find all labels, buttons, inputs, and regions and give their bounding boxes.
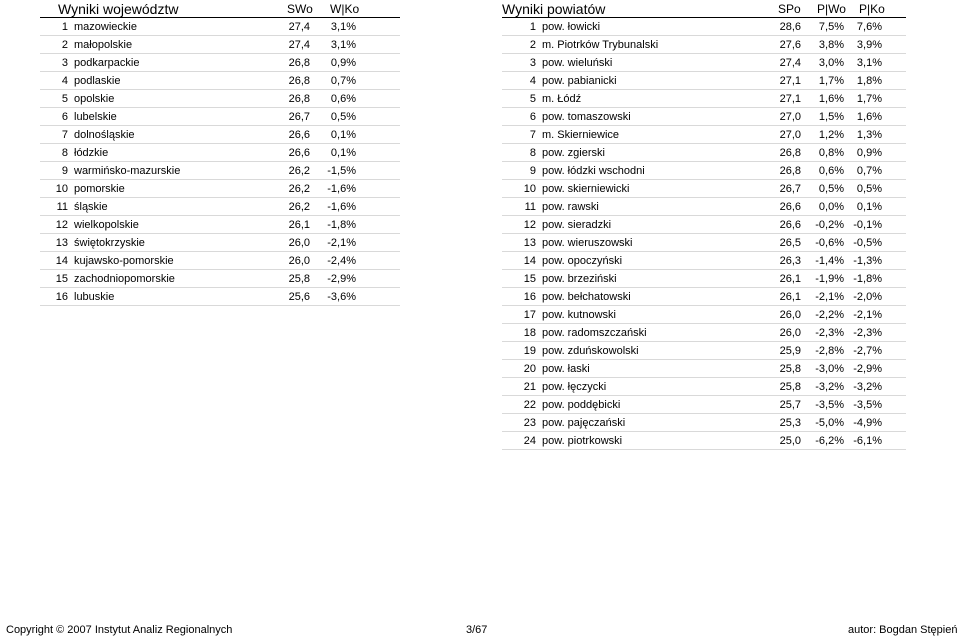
row-rank: 14 (523, 255, 536, 267)
row-spo-value: 27,1 (779, 93, 801, 105)
voivodeship-row (40, 144, 400, 162)
voivodeship-row (40, 54, 400, 72)
row-voivodeship-name: śląskie (74, 201, 108, 213)
voivodeship-row (40, 288, 400, 306)
row-pwo-value: 1,6% (818, 93, 844, 105)
row-voivodeship-name: pomorskie (74, 183, 125, 195)
voivodeship-row (40, 180, 400, 198)
county-row (502, 216, 906, 234)
row-rank: 13 (523, 237, 536, 249)
row-pko-value: 1,3% (856, 129, 882, 141)
row-spo-value: 25,3 (779, 417, 801, 429)
row-wko-value: 0,6% (330, 93, 356, 105)
row-spo-value: 27,0 (779, 111, 801, 123)
row-rank: 3 (61, 57, 68, 69)
row-spo-value: 26,0 (779, 327, 801, 339)
row-pko-value: 7,6% (856, 21, 882, 33)
row-swo-value: 27,4 (288, 21, 310, 33)
row-voivodeship-name: lubuskie (74, 291, 115, 303)
row-swo-value: 26,8 (288, 93, 310, 105)
county-row (502, 126, 906, 144)
row-pko-value: 0,1% (856, 201, 882, 213)
row-pko-value: -2,1% (853, 309, 882, 321)
voivodeship-row (40, 126, 400, 144)
row-rank: 2 (61, 39, 68, 51)
county-row (502, 144, 906, 162)
row-county-name: pow. wieluński (542, 57, 613, 69)
row-spo-value: 26,6 (779, 219, 801, 231)
row-rank: 5 (529, 93, 536, 105)
row-swo-value: 25,8 (288, 273, 310, 285)
row-county-name: pow. sieradzki (542, 219, 612, 231)
row-voivodeship-name: warmińsko-mazurskie (74, 165, 181, 177)
row-rank: 2 (529, 39, 536, 51)
row-county-name: pow. bełchatowski (542, 291, 631, 303)
row-pwo-value: -5,0% (815, 417, 844, 429)
row-voivodeship-name: podlaskie (74, 75, 121, 87)
voivodeship-table-title: Wyniki województw (58, 1, 179, 17)
row-county-name: pow. skierniewicki (542, 183, 630, 195)
row-county-name: pow. brzeziński (542, 273, 617, 285)
voivodeship-row (40, 216, 400, 234)
county-row (502, 36, 906, 54)
row-voivodeship-name: wielkopolskie (74, 219, 139, 231)
row-spo-value: 28,6 (779, 21, 801, 33)
row-rank: 6 (529, 111, 536, 123)
footer-copyright: Copyright © 2007 Instytut Analiz Regionalnych (6, 624, 233, 636)
row-county-name: pow. poddębicki (542, 399, 621, 411)
row-rank: 8 (529, 147, 536, 159)
county-row (502, 54, 906, 72)
row-voivodeship-name: dolnośląskie (74, 129, 135, 141)
row-rank: 15 (523, 273, 536, 285)
row-voivodeship-name: zachodniopomorskie (74, 273, 175, 285)
row-county-name: pow. rawski (542, 201, 599, 213)
row-pwo-value: -3,2% (815, 381, 844, 393)
county-row (502, 90, 906, 108)
row-pko-value: 0,5% (856, 183, 882, 195)
row-pwo-value: 0,6% (818, 165, 844, 177)
row-county-name: pow. opoczyński (542, 255, 623, 267)
row-wko-value: 3,1% (330, 39, 356, 51)
row-county-name: pow. łowicki (542, 21, 601, 33)
row-county-name: m. Skierniewice (542, 129, 620, 141)
county-row (502, 360, 906, 378)
row-pko-value: -2,9% (853, 363, 882, 375)
county-col-pwo: P|Wo (817, 2, 846, 16)
county-row (502, 252, 906, 270)
row-pko-value: 0,9% (856, 147, 882, 159)
county-row (502, 180, 906, 198)
row-pko-value: -0,1% (853, 219, 882, 231)
county-row (502, 234, 906, 252)
voivodeship-row (40, 198, 400, 216)
row-spo-value: 25,9 (779, 345, 801, 357)
row-rank: 5 (61, 93, 68, 105)
row-wko-value: 0,5% (330, 111, 356, 123)
row-pwo-value: 1,2% (818, 129, 844, 141)
row-pko-value: -3,2% (853, 381, 882, 393)
row-rank: 15 (55, 273, 68, 285)
county-row (502, 198, 906, 216)
voivodeship-results-table (40, 0, 400, 306)
row-pwo-value: 1,5% (818, 111, 844, 123)
row-rank: 19 (523, 345, 536, 357)
row-spo-value: 26,8 (779, 165, 801, 177)
county-row (502, 72, 906, 90)
voivodeship-col-wko: W|Ko (330, 2, 360, 16)
county-rows (502, 18, 906, 450)
row-county-name: pow. wieruszowski (542, 237, 633, 249)
row-voivodeship-name: podkarpackie (74, 57, 140, 69)
row-wko-value: -2,4% (327, 255, 356, 267)
county-col-pko: P|Ko (859, 2, 885, 16)
row-swo-value: 26,6 (288, 129, 310, 141)
row-pwo-value: -6,2% (815, 435, 844, 447)
row-pko-value: 1,7% (856, 93, 882, 105)
row-swo-value: 26,2 (288, 201, 310, 213)
row-swo-value: 27,4 (288, 39, 310, 51)
row-rank: 9 (529, 165, 536, 177)
row-swo-value: 26,1 (288, 219, 310, 231)
row-spo-value: 27,6 (779, 39, 801, 51)
row-rank: 14 (55, 255, 68, 267)
row-county-name: pow. łódzki wschodni (542, 165, 645, 177)
row-rank: 17 (523, 309, 536, 321)
row-swo-value: 26,0 (288, 255, 310, 267)
row-pwo-value: -3,5% (815, 399, 844, 411)
row-pwo-value: -3,0% (815, 363, 844, 375)
county-row (502, 18, 906, 36)
row-rank: 9 (61, 165, 68, 177)
row-rank: 7 (61, 129, 68, 141)
row-pwo-value: -2,8% (815, 345, 844, 357)
county-row (502, 396, 906, 414)
row-rank: 16 (55, 291, 68, 303)
row-rank: 4 (529, 75, 536, 87)
row-pwo-value: -2,3% (815, 327, 844, 339)
row-spo-value: 27,1 (779, 75, 801, 87)
row-voivodeship-name: kujawsko-pomorskie (74, 255, 174, 267)
row-county-name: pow. tomaszowski (542, 111, 631, 123)
county-row (502, 342, 906, 360)
row-spo-value: 27,4 (779, 57, 801, 69)
row-county-name: pow. pabianicki (542, 75, 617, 87)
row-pwo-value: 3,8% (818, 39, 844, 51)
row-rank: 23 (523, 417, 536, 429)
row-pko-value: 0,7% (856, 165, 882, 177)
row-voivodeship-name: opolskie (74, 93, 115, 105)
row-county-name: pow. łęczycki (542, 381, 607, 393)
voivodeship-table-header (40, 0, 400, 18)
row-county-name: pow. radomszczański (542, 327, 647, 339)
county-row (502, 162, 906, 180)
row-rank: 10 (55, 183, 68, 195)
row-wko-value: 0,1% (330, 147, 356, 159)
row-pko-value: 1,6% (856, 111, 882, 123)
row-wko-value: -3,6% (327, 291, 356, 303)
county-row (502, 288, 906, 306)
row-rank: 10 (523, 183, 536, 195)
county-table-header (502, 0, 906, 18)
row-pko-value: -2,7% (853, 345, 882, 357)
voivodeship-row (40, 252, 400, 270)
voivodeship-rows (40, 18, 400, 306)
row-pwo-value: 3,0% (818, 57, 844, 69)
row-pwo-value: -1,9% (815, 273, 844, 285)
row-voivodeship-name: lubelskie (74, 111, 117, 123)
row-spo-value: 26,6 (779, 201, 801, 213)
footer-page-number: 3/67 (466, 624, 488, 636)
row-pko-value: -2,0% (853, 291, 882, 303)
county-row (502, 108, 906, 126)
row-wko-value: 0,9% (330, 57, 356, 69)
row-county-name: pow. kutnowski (542, 309, 616, 321)
county-row (502, 324, 906, 342)
row-swo-value: 26,2 (288, 165, 310, 177)
row-swo-value: 25,6 (288, 291, 310, 303)
row-pwo-value: -2,1% (815, 291, 844, 303)
voivodeship-row (40, 234, 400, 252)
row-voivodeship-name: mazowieckie (74, 21, 137, 33)
row-rank: 13 (55, 237, 68, 249)
row-pko-value: -6,1% (853, 435, 882, 447)
row-swo-value: 26,8 (288, 57, 310, 69)
row-rank: 11 (56, 201, 68, 213)
row-spo-value: 26,3 (779, 255, 801, 267)
row-pko-value: 3,1% (856, 57, 882, 69)
county-row (502, 414, 906, 432)
row-county-name: pow. zgierski (542, 147, 605, 159)
row-rank: 1 (61, 21, 68, 33)
row-county-name: m. Piotrków Trybunalski (542, 39, 659, 51)
row-pko-value: -0,5% (853, 237, 882, 249)
row-rank: 18 (523, 327, 536, 339)
row-county-name: pow. łaski (542, 363, 590, 375)
row-voivodeship-name: świętokrzyskie (74, 237, 145, 249)
row-wko-value: -1,6% (327, 183, 356, 195)
row-spo-value: 26,7 (779, 183, 801, 195)
voivodeship-row (40, 36, 400, 54)
row-wko-value: -2,1% (327, 237, 356, 249)
row-rank: 6 (61, 111, 68, 123)
row-pwo-value: 7,5% (818, 21, 844, 33)
row-pko-value: 3,9% (856, 39, 882, 51)
row-pko-value: -1,8% (853, 273, 882, 285)
row-spo-value: 25,8 (779, 381, 801, 393)
row-rank: 16 (523, 291, 536, 303)
row-pwo-value: 0,8% (818, 147, 844, 159)
row-spo-value: 26,8 (779, 147, 801, 159)
row-pko-value: -2,3% (853, 327, 882, 339)
row-voivodeship-name: łódzkie (74, 147, 109, 159)
county-row (502, 306, 906, 324)
row-swo-value: 26,8 (288, 75, 310, 87)
row-rank: 4 (61, 75, 68, 87)
row-spo-value: 27,0 (779, 129, 801, 141)
county-row (502, 432, 906, 450)
row-swo-value: 26,0 (288, 237, 310, 249)
row-rank: 1 (529, 21, 536, 33)
row-county-name: m. Łódź (542, 93, 582, 105)
county-table-title: Wyniki powiatów (502, 1, 606, 17)
row-spo-value: 25,7 (779, 399, 801, 411)
row-rank: 8 (61, 147, 68, 159)
row-rank: 12 (523, 219, 536, 231)
county-row (502, 270, 906, 288)
row-pwo-value: -2,2% (815, 309, 844, 321)
row-pko-value: -1,3% (853, 255, 882, 267)
voivodeship-row (40, 72, 400, 90)
row-pko-value: -4,9% (853, 417, 882, 429)
row-rank: 22 (523, 399, 536, 411)
row-pko-value: -3,5% (853, 399, 882, 411)
county-row (502, 378, 906, 396)
row-rank: 7 (529, 129, 536, 141)
row-rank: 12 (55, 219, 68, 231)
row-spo-value: 26,1 (779, 273, 801, 285)
row-wko-value: -1,5% (327, 165, 356, 177)
row-voivodeship-name: małopolskie (74, 39, 133, 51)
row-pwo-value: 0,0% (818, 201, 844, 213)
row-wko-value: -2,9% (327, 273, 356, 285)
row-pwo-value: -0,2% (815, 219, 844, 231)
row-spo-value: 26,0 (779, 309, 801, 321)
row-county-name: pow. piotrkowski (542, 435, 623, 447)
row-rank: 21 (523, 381, 536, 393)
row-wko-value: 0,1% (330, 129, 356, 141)
row-spo-value: 25,8 (779, 363, 801, 375)
row-swo-value: 26,6 (288, 147, 310, 159)
row-swo-value: 26,7 (288, 111, 310, 123)
row-pwo-value: 0,5% (818, 183, 844, 195)
row-rank: 11 (524, 201, 536, 213)
row-swo-value: 26,2 (288, 183, 310, 195)
row-spo-value: 25,0 (779, 435, 801, 447)
voivodeship-row (40, 18, 400, 36)
row-rank: 24 (523, 435, 536, 447)
county-results-table (502, 0, 906, 450)
voivodeship-row (40, 270, 400, 288)
row-wko-value: -1,8% (327, 219, 356, 231)
row-wko-value: -1,6% (327, 201, 356, 213)
voivodeship-col-swo: SWo (287, 2, 313, 16)
row-county-name: pow. pajęczański (542, 417, 626, 429)
row-wko-value: 3,1% (330, 21, 356, 33)
row-pwo-value: 1,7% (818, 75, 844, 87)
row-pwo-value: -0,6% (815, 237, 844, 249)
voivodeship-row (40, 108, 400, 126)
voivodeship-row (40, 162, 400, 180)
row-pko-value: 1,8% (856, 75, 882, 87)
voivodeship-row (40, 90, 400, 108)
row-rank: 3 (529, 57, 536, 69)
row-rank: 20 (523, 363, 536, 375)
county-col-spo: SPo (778, 2, 801, 16)
row-county-name: pow. zduńskowolski (542, 345, 639, 357)
row-spo-value: 26,1 (779, 291, 801, 303)
row-spo-value: 26,5 (779, 237, 801, 249)
row-pwo-value: -1,4% (815, 255, 844, 267)
footer-author: autor: Bogdan Stępień (848, 624, 958, 636)
row-wko-value: 0,7% (330, 75, 356, 87)
